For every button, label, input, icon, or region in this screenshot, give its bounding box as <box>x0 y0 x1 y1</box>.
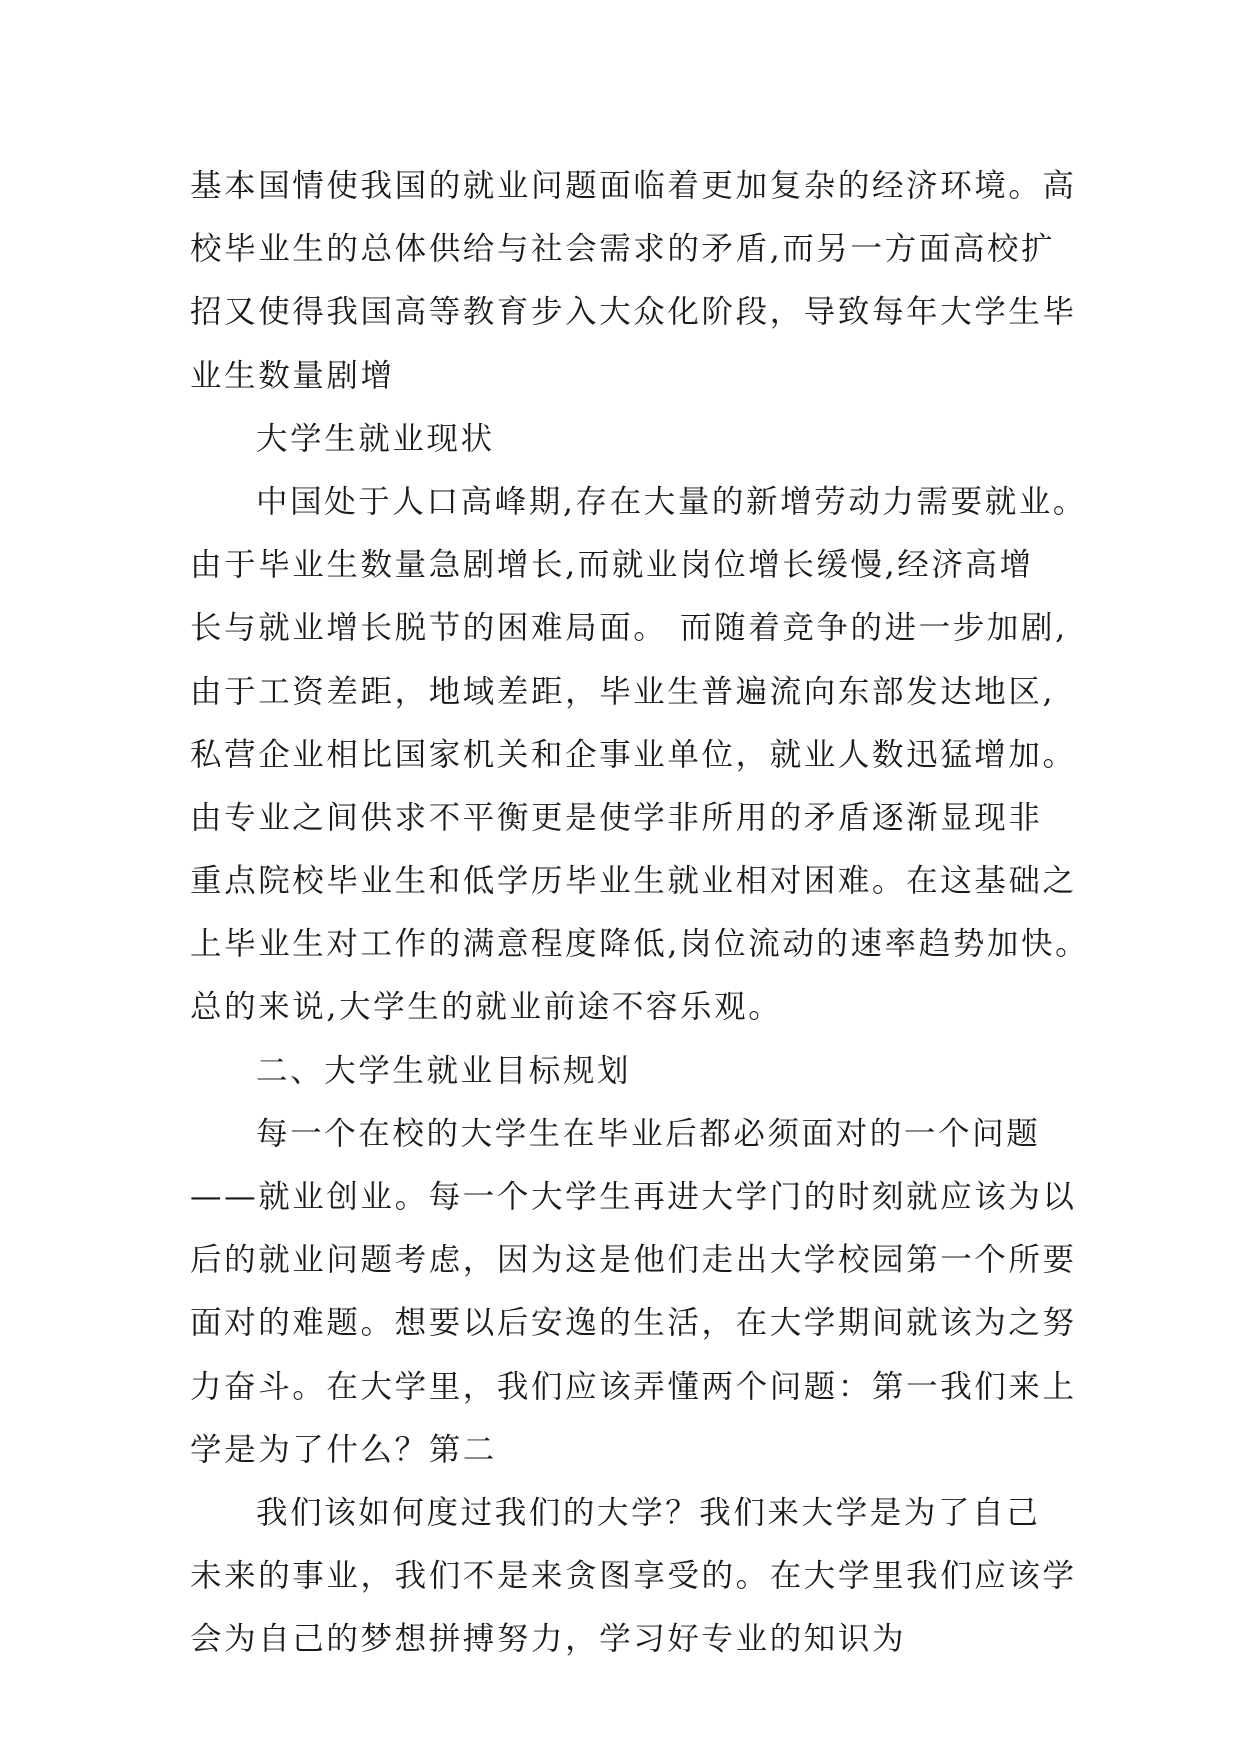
text-line: 业生数量剧增 <box>190 357 395 394</box>
text-line: 基本国情使我国的就业问题面临着更加复杂的经济环境。高 <box>190 168 1077 204</box>
text-line: 会为自己的梦想拼搏努力，学习好专业的知识为 <box>190 1621 907 1658</box>
text-line: 我们该如何度过我们的大学？我们来大学是为了自己 <box>256 1494 1041 1531</box>
text-line: 由于工资差距，地域差距，毕业生普遍流向东部发达地区, <box>190 673 1056 710</box>
section-heading: 二、大学生就业目标规划 <box>256 1052 632 1089</box>
text-line: 长与就业增长脱节的困难局面。 而随着竞争的进一步加剧, <box>190 610 1068 647</box>
text-line: 招又使得我国高等教育步入大众化阶段，导致每年大学生毕 <box>190 294 1077 331</box>
text-line: 学是为了什么？第二 <box>190 1431 497 1468</box>
text-line: 面对的难题。想要以后安逸的生活，在大学期间就该为之努 <box>190 1305 1077 1342</box>
document-body <box>190 155 1090 1672</box>
text-line: 重点院校毕业生和低学历毕业生就业相对困难。在这基础之 <box>190 863 1077 900</box>
text-line: 中国处于人口高峰期,存在大量的新增劳动力需要就业。 <box>256 483 1088 520</box>
text-line: ——就业创业。每一个大学生再进大学门的时刻就应该为以 <box>190 1179 1077 1215</box>
text-line: 由专业之间供求不平衡更是使学非所用的矛盾逐渐显现非 <box>190 799 1043 836</box>
text-line: 上毕业生对工作的满意程度降低,岗位流动的速率趋势加快。 <box>190 926 1090 963</box>
text-line: 总的来说,大学生的就业前途不容乐观。 <box>190 989 783 1026</box>
text-line: 校毕业生的总体供给与社会需求的矛盾,而另一方面高校扩 <box>190 231 1056 268</box>
text-line: 私营企业相比国家机关和企事业单位，就业人数迅猛增加。 <box>190 736 1077 773</box>
text-line: 由于毕业生数量急剧增长,而就业岗位增长缓慢,经济高增 <box>190 547 1034 584</box>
text-line: 力奋斗。在大学里，我们应该弄懂两个问题：第一我们来上 <box>190 1368 1077 1405</box>
section-heading: 大学生就业现状 <box>256 420 495 457</box>
text-line: 每一个在校的大学生在毕业后都必须面对的一个问题 <box>256 1115 1041 1152</box>
text-line: 未来的事业，我们不是来贪图享受的。在大学里我们应该学 <box>190 1558 1077 1595</box>
text-line: 后的就业问题考虑，因为这是他们走出大学校园第一个所要 <box>190 1242 1077 1279</box>
